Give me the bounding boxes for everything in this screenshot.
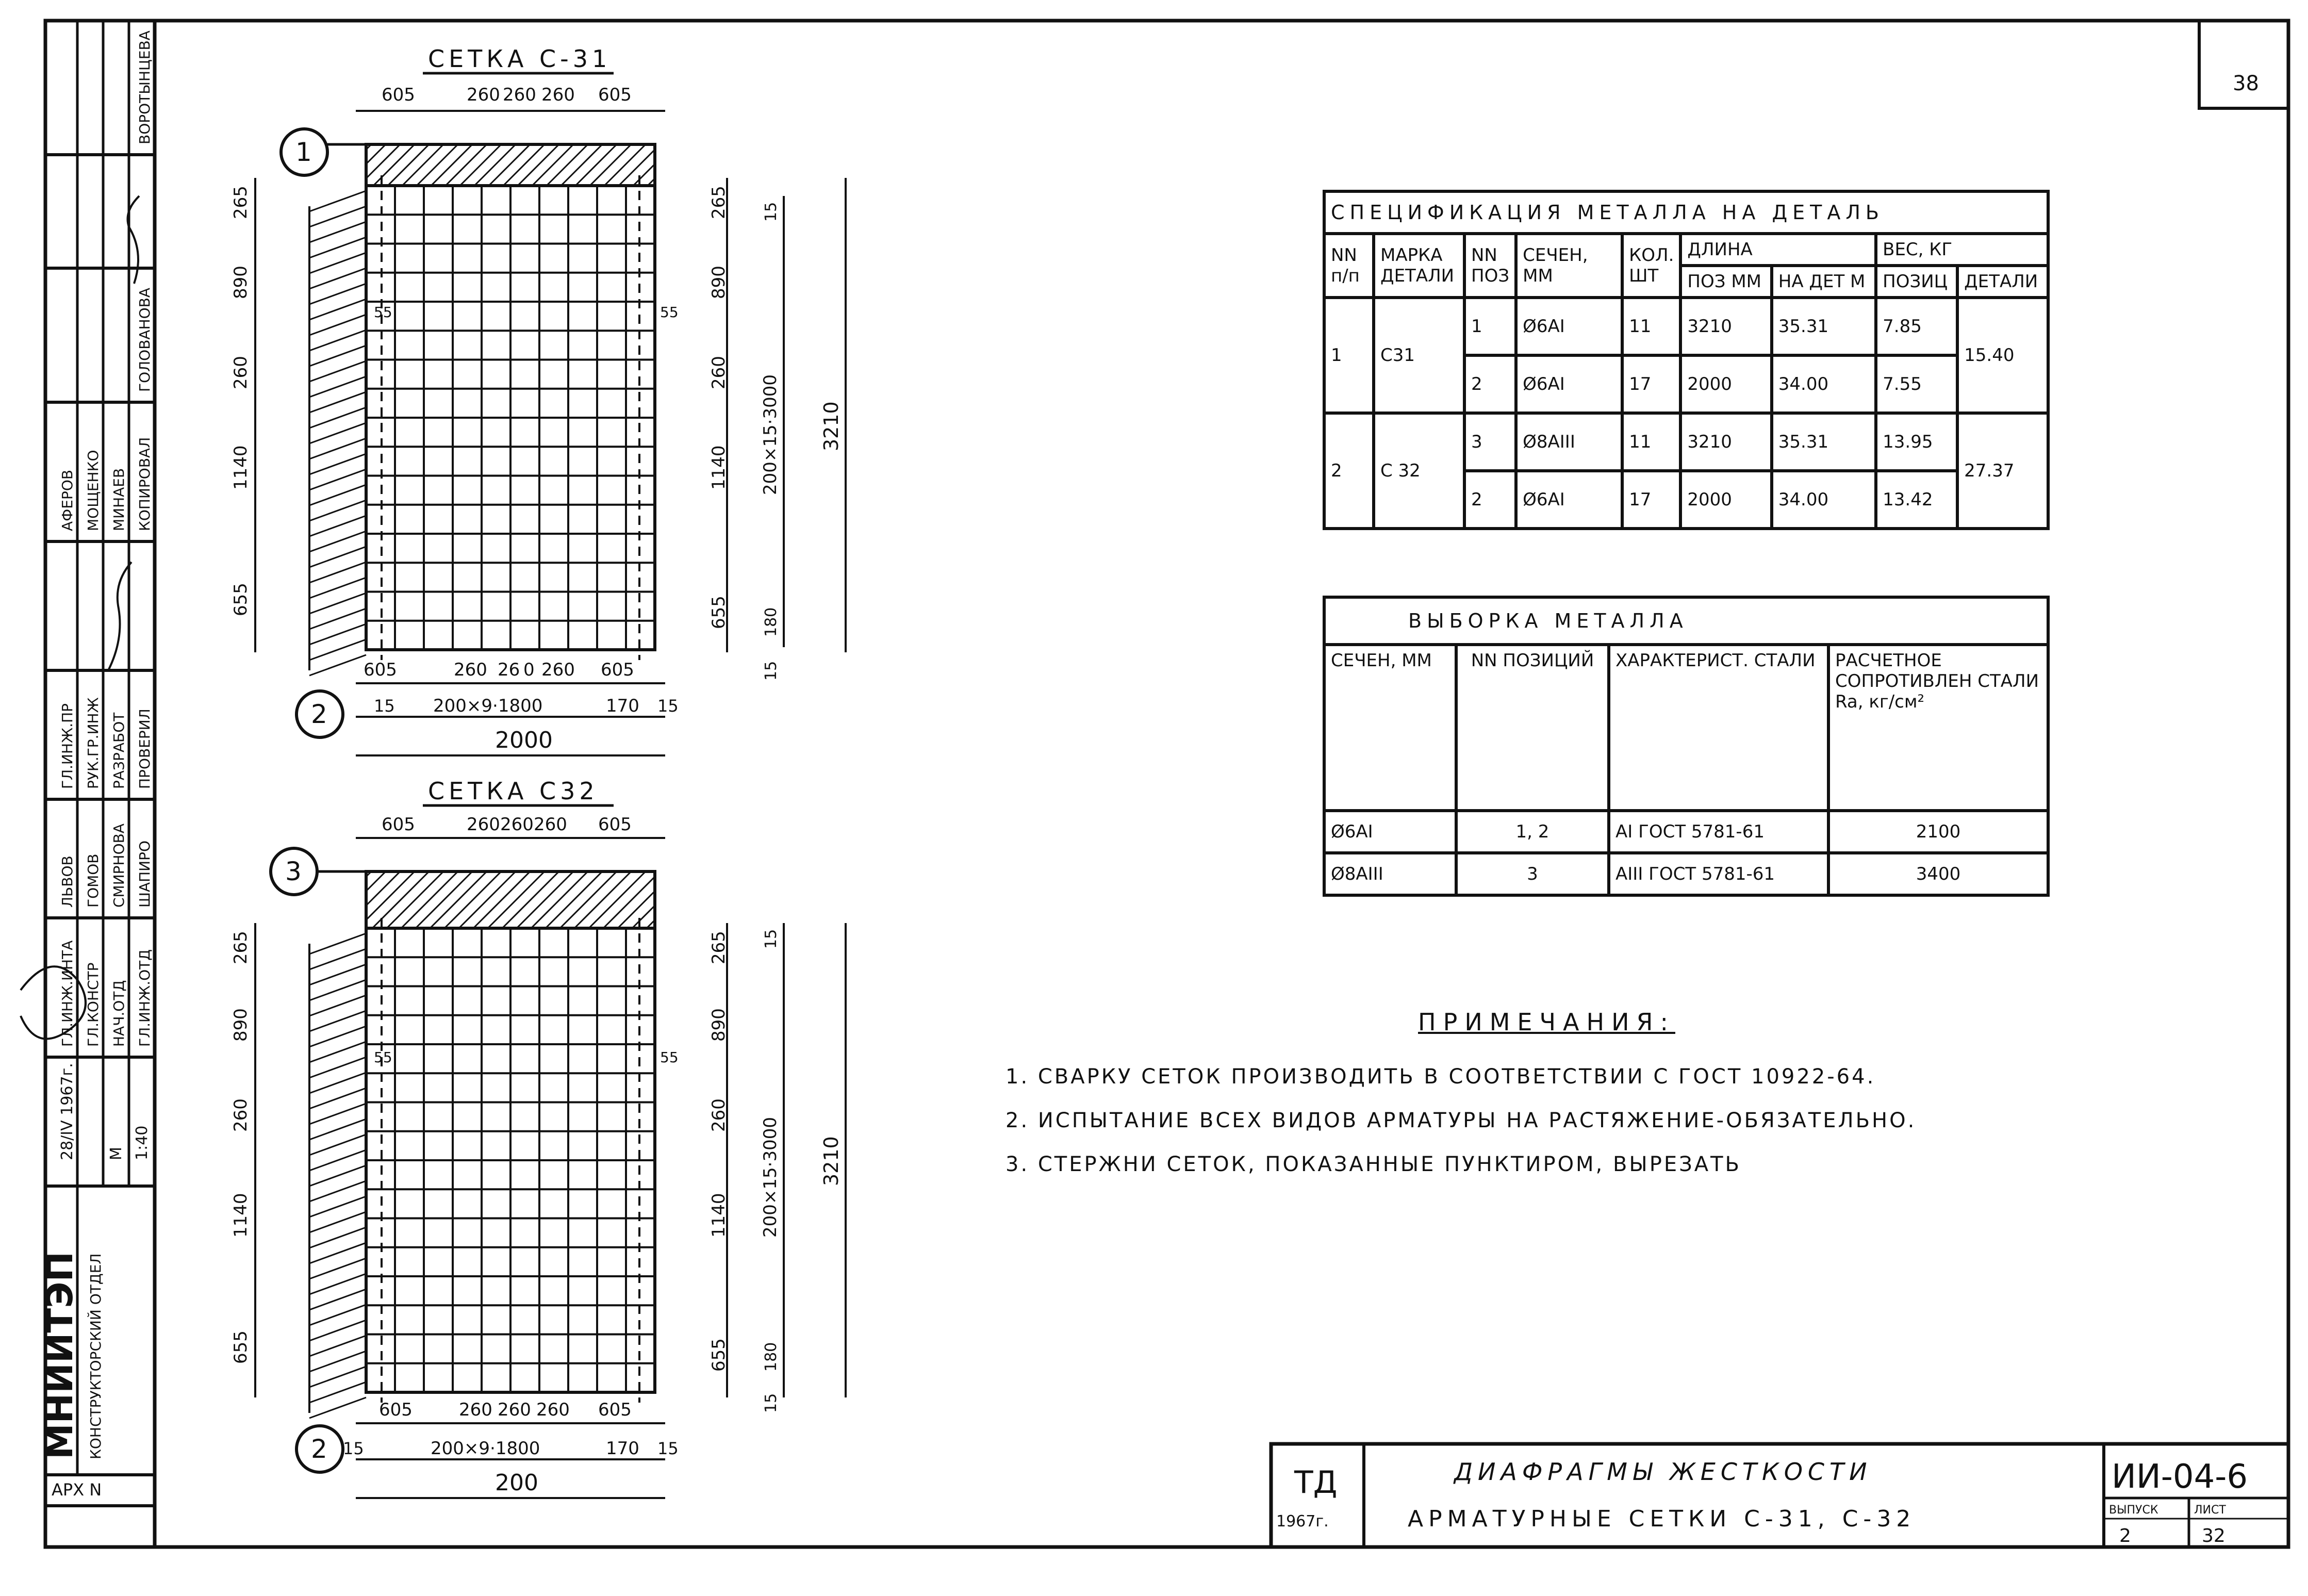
svg-text:3210: 3210 bbox=[820, 1136, 843, 1186]
svg-text:ШАПИРО: ШАПИРО bbox=[136, 840, 153, 908]
svg-text:605: 605 bbox=[598, 814, 632, 835]
td-year: 1967г. bbox=[1276, 1512, 1329, 1531]
svg-text:15: 15 bbox=[762, 1393, 780, 1413]
svg-text:170: 170 bbox=[606, 696, 639, 716]
signature-mark bbox=[21, 966, 86, 1039]
svg-text:ПРОВЕРИЛ: ПРОВЕРИЛ bbox=[136, 709, 153, 789]
svg-text:260: 260 bbox=[467, 814, 500, 835]
svg-text:260: 260 bbox=[230, 356, 251, 389]
side-stamp bbox=[21, 21, 155, 1547]
svg-text:АФЕРОВ: АФЕРОВ bbox=[59, 469, 76, 531]
svg-text:260: 260 bbox=[708, 356, 729, 389]
svg-text:1140: 1140 bbox=[708, 445, 729, 490]
svg-text:0: 0 bbox=[523, 660, 535, 680]
svg-text:15: 15 bbox=[374, 696, 395, 716]
svg-text:15: 15 bbox=[657, 1439, 679, 1458]
svg-text:3: 3 bbox=[285, 857, 302, 886]
table-row: Ø6АI 1, 2 АI ГОСТ 5781-61 2100 bbox=[1324, 811, 2048, 853]
svg-text:1:40: 1:40 bbox=[133, 1125, 151, 1160]
svg-text:265: 265 bbox=[708, 931, 729, 964]
svg-text:ВОРОТЫНЦЕВА: ВОРОТЫНЦЕВА bbox=[136, 30, 153, 144]
svg-text:200×15·3000: 200×15·3000 bbox=[760, 374, 781, 495]
svg-text:260: 260 bbox=[498, 1400, 531, 1420]
mesh-c32 bbox=[230, 777, 846, 1498]
svg-text:РАЗРАБОТ: РАЗРАБОТ bbox=[110, 712, 127, 789]
svg-text:260: 260 bbox=[536, 1400, 570, 1420]
svg-text:605: 605 bbox=[379, 1400, 413, 1420]
svg-text:КОНСТРУКТОРСКИЙ ОТДЕЛ: КОНСТРУКТОРСКИЙ ОТДЕЛ bbox=[87, 1253, 104, 1459]
svg-text:МНИИТЭП: МНИИТЭП bbox=[39, 1251, 81, 1459]
svg-text:180: 180 bbox=[762, 1342, 780, 1372]
svg-text:НАЧ.ОТД: НАЧ.ОТД bbox=[110, 980, 127, 1047]
svg-text:260: 260 bbox=[541, 660, 575, 680]
mesh1-total-width: 2000 bbox=[495, 727, 553, 753]
svg-text:15: 15 bbox=[762, 202, 780, 222]
table-row: 2 Ø6АI 17 2000 34.00 7.55 bbox=[1324, 355, 2048, 413]
svg-text:МОЩЕНКО: МОЩЕНКО bbox=[85, 450, 102, 531]
svg-text:1: 1 bbox=[295, 137, 312, 167]
svg-text:265: 265 bbox=[708, 186, 729, 219]
svg-text:55: 55 bbox=[660, 1049, 679, 1066]
svg-text:2: 2 bbox=[311, 699, 327, 729]
svg-text:655: 655 bbox=[708, 596, 729, 629]
svg-text:ГЛ.КОНСТР: ГЛ.КОНСТР bbox=[85, 962, 102, 1047]
svg-text:ЛЬВОВ: ЛЬВОВ bbox=[59, 855, 76, 908]
svg-text:МИНАЕВ: МИНАЕВ bbox=[110, 468, 127, 531]
svg-text:1140: 1140 bbox=[230, 445, 251, 490]
svg-text:15: 15 bbox=[762, 929, 780, 949]
svg-text:260: 260 bbox=[500, 814, 534, 835]
svg-text:260: 260 bbox=[467, 85, 500, 105]
note-3: 3. СТЕРЖНИ СЕТОК, ПОКАЗАННЫЕ ПУНКТИРОМ, ВЫРЕЗАТЬ bbox=[1005, 1153, 1741, 1176]
table-row: 2 С 32 3 Ø8АIII 11 3210 35.31 13.95 27.37 bbox=[1324, 413, 2048, 471]
svg-text:655: 655 bbox=[230, 583, 251, 616]
svg-text:260: 260 bbox=[708, 1098, 729, 1132]
title-line2: АРМАТУРНЫЕ СЕТКИ С-31, С-32 bbox=[1408, 1506, 1916, 1532]
svg-text:2: 2 bbox=[311, 1434, 327, 1464]
svg-text:1140: 1140 bbox=[230, 1193, 251, 1238]
svg-text:М: М bbox=[107, 1147, 125, 1160]
svg-text:15: 15 bbox=[657, 696, 679, 716]
note-1: 1. СВАРКУ СЕТОК ПРОИЗВОДИТЬ В СООТВЕТСТВИИ С ГОСТ 10922-64. bbox=[1005, 1065, 1876, 1089]
drawing-code: ИИ-04-6 bbox=[2112, 1458, 2248, 1496]
svg-text:605: 605 bbox=[598, 1400, 632, 1420]
svg-text:1140: 1140 bbox=[708, 1193, 729, 1238]
svg-text:ГЛ.ИНЖ.ПР: ГЛ.ИНЖ.ПР bbox=[59, 703, 76, 789]
svg-text:170: 170 bbox=[606, 1438, 639, 1459]
svg-text:ЛИСТ: ЛИСТ bbox=[2194, 1504, 2226, 1517]
svg-text:890: 890 bbox=[230, 266, 251, 299]
svg-text:3210: 3210 bbox=[820, 401, 843, 451]
vyborka-title: ВЫБОРКА МЕТАЛЛА bbox=[1324, 597, 2048, 645]
svg-text:ВЫПУСК: ВЫПУСК bbox=[2109, 1504, 2158, 1517]
svg-text:ГЛ.ИНЖ.ОТД: ГЛ.ИНЖ.ОТД bbox=[136, 949, 153, 1047]
svg-text:15: 15 bbox=[762, 661, 780, 681]
svg-text:КОПИРОВАЛ: КОПИРОВАЛ bbox=[136, 437, 153, 531]
svg-text:260: 260 bbox=[230, 1098, 251, 1132]
mesh2-total-width: 200 bbox=[495, 1470, 538, 1496]
svg-text:55: 55 bbox=[374, 1049, 392, 1066]
svg-text:605: 605 bbox=[364, 660, 397, 680]
svg-text:260: 260 bbox=[454, 660, 487, 680]
svg-text:260: 260 bbox=[541, 85, 575, 105]
svg-text:605: 605 bbox=[382, 85, 415, 105]
table-row: Ø8АIII 3 АIII ГОСТ 5781-61 3400 bbox=[1324, 853, 2048, 895]
svg-text:32: 32 bbox=[2202, 1525, 2225, 1546]
note-2: 2. ИСПЫТАНИЕ ВСЕХ ВИДОВ АРМАТУРЫ НА РАСТЯЖЕНИЕ-ОБЯЗАТЕЛЬНО. bbox=[1005, 1109, 1917, 1132]
notes-title: ПРИМЕЧАНИЯ: bbox=[1418, 1008, 1675, 1036]
title-line1: ДИАФРАГМЫ ЖЕСТКОСТИ bbox=[1454, 1458, 1872, 1486]
svg-text:АРХ N: АРХ N bbox=[52, 1480, 102, 1500]
svg-text:ГЛ.ИНЖ.ИНТА: ГЛ.ИНЖ.ИНТА bbox=[59, 940, 76, 1047]
svg-text:655: 655 bbox=[230, 1330, 251, 1364]
svg-text:РУК.ГР.ИНЖ: РУК.ГР.ИНЖ bbox=[85, 697, 102, 789]
svg-text:890: 890 bbox=[708, 266, 729, 299]
vyborka-table: ВЫБОРКА МЕТАЛЛА СЕЧЕН, ММ NN ПОЗИЦИЙ ХАРАКТЕРИСТ. СТАЛИ РАСЧЕТНОЕ СОПРОТИВЛЕН СТАЛИ Ra, кг/см² Ø6АI 1, 2 АI ГОСТ 5781-61 2100 Ø8АIII 3 АIII ГОСТ 5781-61 3400 bbox=[1323, 596, 2050, 897]
mesh2-title: СЕТКА С32 bbox=[428, 777, 599, 805]
svg-text:200×9·1800: 200×9·1800 bbox=[431, 1438, 540, 1459]
svg-text:260: 260 bbox=[503, 85, 536, 105]
td-label: ТД bbox=[1294, 1465, 1338, 1501]
table-row: 2 Ø6АI 17 2000 34.00 13.42 bbox=[1324, 471, 2048, 529]
svg-text:26: 26 bbox=[498, 660, 520, 680]
svg-text:265: 265 bbox=[230, 186, 251, 219]
mesh-c31 bbox=[230, 45, 846, 755]
svg-text:655: 655 bbox=[708, 1338, 729, 1372]
svg-text:890: 890 bbox=[230, 1008, 251, 1042]
svg-text:200×15·3000: 200×15·3000 bbox=[760, 1117, 781, 1238]
svg-text:ГОЛОВАНОВА: ГОЛОВАНОВА bbox=[136, 287, 153, 392]
svg-text:55: 55 bbox=[374, 304, 392, 321]
svg-text:605: 605 bbox=[601, 660, 634, 680]
mesh1-title: СЕТКА С-31 bbox=[428, 45, 612, 73]
spec-table: СПЕЦИФИКАЦИЯ МЕТАЛЛА НА ДЕТАЛЬ NN п/п МАРКА ДЕТАЛИ NN ПОЗ СЕЧЕН, ММ КОЛ. ШТ ДЛИНА ВЕС, КГ ПОЗ ММ НА ДЕТ М ПОЗИЦ ДЕТАЛИ 1 С31 1 Ø6АI 11 3210 35.31 7.85 15.40 2 Ø6АI 17 2000 34.00 7.55 2 С 32 3 Ø8АIII 11 3210 35.31 13.95 27.37 2 Ø6АI 17 2000 34.00 13.42 bbox=[1323, 190, 2050, 530]
svg-text:260: 260 bbox=[459, 1400, 492, 1420]
svg-text:605: 605 bbox=[382, 814, 415, 835]
svg-text:55: 55 bbox=[660, 304, 679, 321]
svg-text:2: 2 bbox=[2119, 1525, 2131, 1546]
table-row: 1 С31 1 Ø6АI 11 3210 35.31 7.85 15.40 bbox=[1324, 298, 2048, 355]
title-block bbox=[1271, 1444, 2288, 1547]
svg-text:ГОМОВ: ГОМОВ bbox=[85, 853, 102, 908]
page-number: 38 bbox=[2233, 72, 2259, 95]
spec-title: СПЕЦИФИКАЦИЯ МЕТАЛЛА НА ДЕТАЛЬ bbox=[1324, 191, 2048, 234]
svg-text:265: 265 bbox=[230, 931, 251, 964]
svg-text:605: 605 bbox=[598, 85, 632, 105]
svg-text:28/IV 1967г.: 28/IV 1967г. bbox=[58, 1063, 76, 1160]
svg-text:260: 260 bbox=[534, 814, 567, 835]
svg-text:890: 890 bbox=[708, 1008, 729, 1042]
svg-text:180: 180 bbox=[762, 607, 780, 637]
svg-text:СМИРНОВА: СМИРНОВА bbox=[110, 824, 127, 908]
svg-text:200×9·1800: 200×9·1800 bbox=[433, 696, 543, 716]
svg-text:15: 15 bbox=[343, 1439, 364, 1458]
